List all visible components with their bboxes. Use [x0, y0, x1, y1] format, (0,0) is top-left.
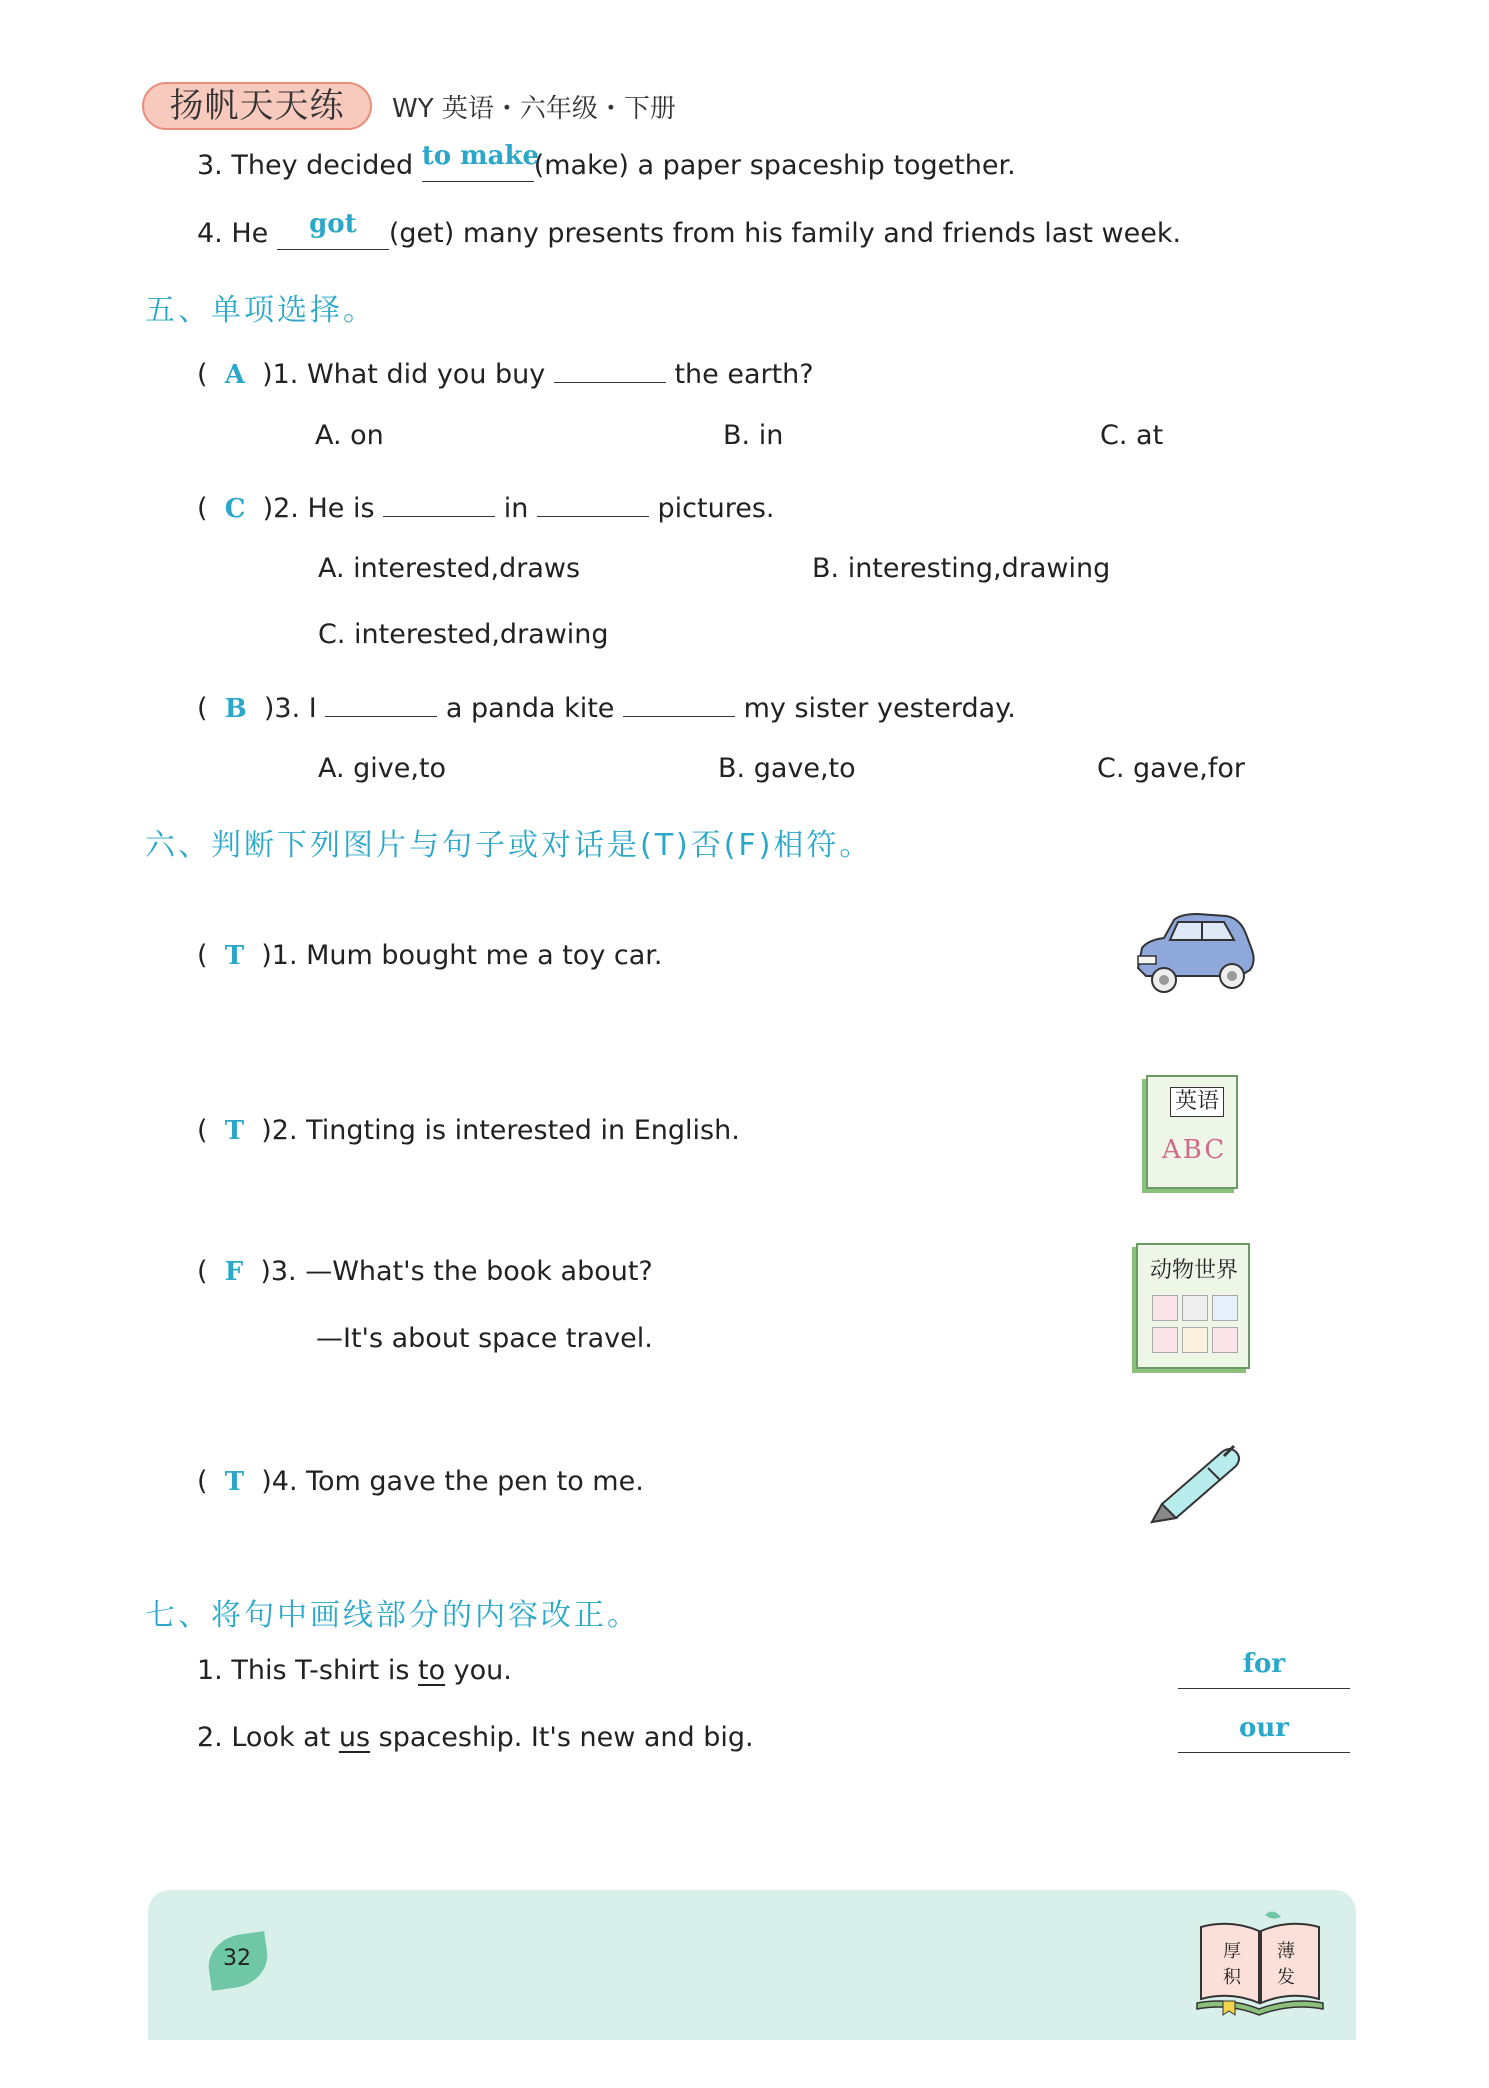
tf-item-2: ( T )2. Tingting is interested in English.: [197, 1115, 740, 1146]
mc-question-1: ( A )1. What did you buy the earth?: [197, 352, 814, 390]
mc-option: B. gave,to: [718, 753, 856, 784]
book-subtitle: WY 英语・六年级・下册: [392, 94, 676, 124]
toy-car-icon: [1128, 910, 1258, 1009]
mc-question-3: ( B )3. I a panda kite my sister yesterday.: [197, 686, 1016, 724]
correction-answer-2: our: [1178, 1712, 1350, 1753]
correction-item-1: 1. This T-shirt is to you.: [197, 1655, 512, 1686]
brand-badge: 扬帆天天练: [142, 82, 372, 130]
tf-item-3: ( F )3. —What's the book about?: [197, 1256, 653, 1287]
answer-blank: to make: [422, 150, 534, 182]
pen-icon: [1138, 1438, 1248, 1537]
open-book-icon: 厚 薄 积 发: [1195, 1907, 1325, 2024]
mc-option: A. on: [315, 420, 384, 451]
animal-book-icon: 动物世界: [1136, 1243, 1250, 1369]
mc-option: C. gave,for: [1097, 753, 1245, 784]
answer-blank: got: [277, 218, 389, 250]
mc-option: C. at: [1100, 420, 1164, 451]
section-7-title: 七、将句中画线部分的内容改正。: [145, 1598, 640, 1633]
correction-item-2: 2. Look at us spaceship. It's new and big.: [197, 1722, 754, 1753]
correction-answer-1: for: [1178, 1648, 1350, 1689]
fill-in-question-4: 4. He got (get) many presents from his family and friends last week.: [197, 209, 1182, 249]
mc-option: A. interested,draws: [318, 553, 581, 584]
mc-option: B. in: [723, 420, 784, 451]
tf-item-1: ( T )1. Mum bought me a toy car.: [197, 940, 663, 971]
section-6-title: 六、判断下列图片与句子或对话是(T)否(F)相符。: [145, 828, 873, 863]
english-book-icon: 英语 ABC: [1146, 1075, 1238, 1189]
page-number: 32: [223, 1946, 251, 1971]
mc-option: A. give,to: [318, 753, 447, 784]
mc-option: B. interesting,drawing: [812, 553, 1111, 584]
mc-question-2: ( C )2. He is in pictures.: [197, 486, 774, 524]
tf-item-4: ( T )4. Tom gave the pen to me.: [197, 1466, 644, 1497]
fill-in-question-3: 3. They decided to make(make) a paper spaceship together.: [197, 141, 1016, 181]
mc-option: C. interested,drawing: [318, 619, 609, 650]
section-5-title: 五、单项选择。: [145, 293, 376, 328]
tf-item-3-reply: —It's about space travel.: [316, 1323, 653, 1354]
footer-band: [148, 1890, 1356, 2040]
